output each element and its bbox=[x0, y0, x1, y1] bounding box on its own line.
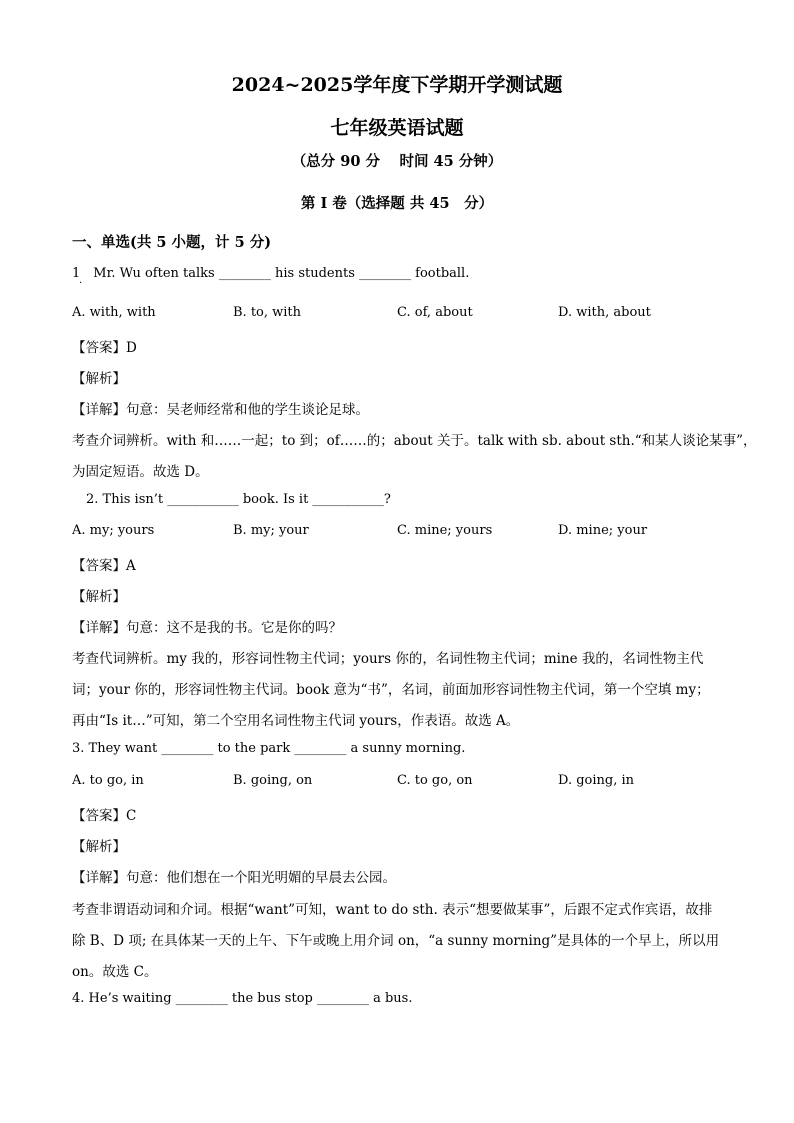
question-2-analysis-label: 【解析】 bbox=[72, 589, 126, 605]
question-2-answer: 【答案】A bbox=[72, 558, 136, 574]
question-3-option-a: A. to go, in bbox=[72, 773, 144, 788]
question-2-explanation-line-1: 考查代词辨析。my 我的，形容词性物主代词；yours 你的，名词性物主代词；mine 我的，名词性物主代 bbox=[72, 651, 704, 667]
question-3-explanation-line-3: on。故选 C。 bbox=[72, 964, 158, 980]
question-1-option-b: B. to, with bbox=[233, 305, 302, 320]
question-1-analysis-label: 【解析】 bbox=[72, 371, 126, 387]
question-3-option-b: B. going, on bbox=[233, 773, 313, 788]
question-2-stem: 2. This isn’t ___________ book. Is it ___________? bbox=[86, 492, 391, 507]
question-1-explanation-line-1: 考查介词辨析。with 和……一起；to 到；of……的；about 关于。talk with sb. about sth.“和某人谈论某事”， bbox=[72, 433, 757, 449]
question-2-option-a: A. my; yours bbox=[72, 523, 155, 538]
section-heading: 一、单选(共 5 小题，计 5 分) bbox=[72, 234, 272, 251]
question-1-detail: 【详解】句意：吴老师经常和他的学生谈论足球。 bbox=[72, 402, 369, 418]
question-3-stem: 3. They want ________ to the park ________ a sunny morning. bbox=[72, 741, 466, 756]
question-1-stem: 1 Mr. Wu often talks ________ his students ________ football. bbox=[72, 266, 470, 281]
question-1-dot: · bbox=[79, 278, 83, 289]
question-1-option-a: A. with, with bbox=[72, 305, 156, 320]
question-3-analysis-label: 【解析】 bbox=[72, 839, 126, 855]
question-2-option-d: D. mine; your bbox=[558, 523, 648, 538]
exam-title: 2024~2025学年度下学期开学测试题 bbox=[231, 74, 563, 96]
question-3-detail: 【详解】句意：他们想在一个阳光明媚的早晨去公园。 bbox=[72, 870, 396, 886]
exam-subtitle: 七年级英语试题 bbox=[330, 117, 464, 139]
question-2-explanation-line-2: 词；your 你的，形容词性物主代词。book 意为“书”，名词，前面加形容词性物主代词，第一个空填 my； bbox=[72, 682, 710, 698]
question-2-option-c: C. mine; yours bbox=[397, 523, 493, 538]
question-1-option-d: D. with, about bbox=[558, 305, 651, 320]
question-2-option-b: B. my; your bbox=[233, 523, 309, 538]
question-1-answer: 【答案】D bbox=[72, 340, 137, 356]
question-2-explanation-line-3: 再由“Is it…”可知，第二个空用名词性物主代词 yours，作表语。故选 A。 bbox=[72, 713, 520, 729]
question-2-detail: 【详解】句意：这不是我的书。它是你的吗？ bbox=[72, 620, 342, 636]
question-3-explanation-line-1: 考查非谓语动词和介词。根据“want”可知，want to do sth. 表示“想要做某事”，后跟不定式作宾语，故排 bbox=[72, 902, 713, 918]
question-1-option-c: C. of, about bbox=[397, 305, 473, 320]
exam-meta: （总分 90 分 时间 45 分钟） bbox=[291, 153, 503, 170]
question-1-explanation-line-2: 为固定短语。故选 D。 bbox=[72, 464, 209, 480]
question-3-option-c: C. to go, on bbox=[397, 773, 473, 788]
question-4-stem: 4. He’s waiting ________ the bus stop ________ a bus. bbox=[72, 991, 413, 1006]
question-3-explanation-line-2: 除 B、D 项; 在具体某一天的上午、下午或晚上用介词 on，“a sunny morning”是具体的一个早上，所以用 bbox=[72, 933, 720, 949]
question-3-answer: 【答案】C bbox=[72, 808, 137, 824]
question-3-option-d: D. going, in bbox=[558, 773, 635, 788]
part-heading: 第 I 卷（选择题 共 45 分） bbox=[300, 195, 494, 212]
